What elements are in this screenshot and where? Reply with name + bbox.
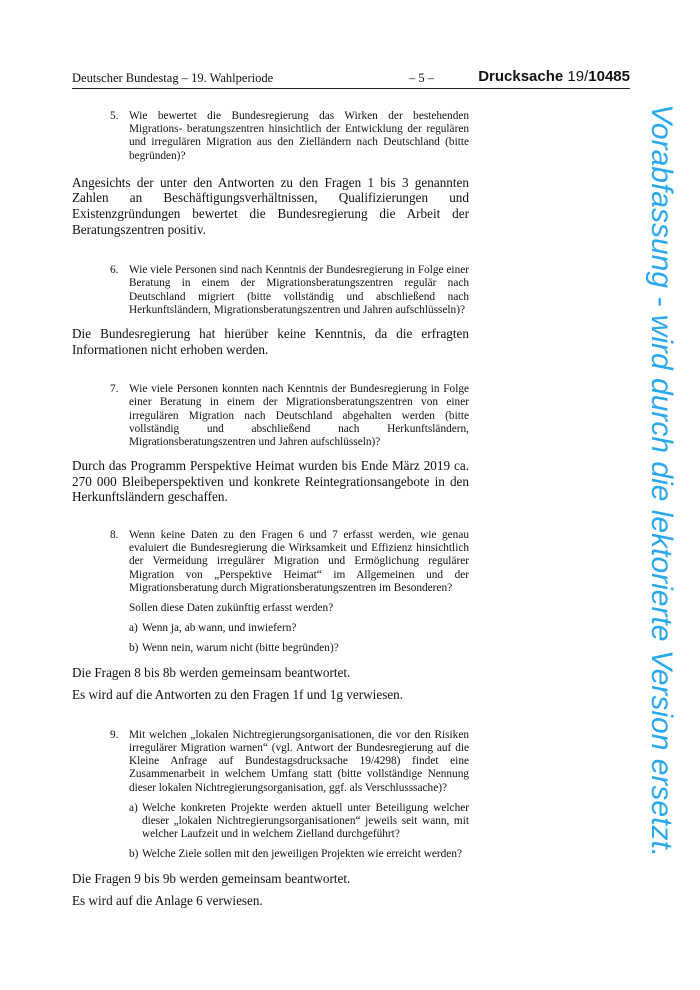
answer-7: Durch das Programm Perspektive Heimat wurden bis Ende März 2019 ca. 270 000 Bleibeperspektiven und konkrete Reintegrationsangebote in den Herkunftsländern geschaffen. [72, 458, 469, 505]
item-label: b) [129, 848, 139, 861]
item-text: Welche Ziele sollen mit den jeweiligen Projekten wie erreicht werden? [142, 848, 462, 861]
question-5 [72, 110, 469, 163]
question-text: Mit welchen „lokalen Nichtregierungsorganisationen, die vor den Risiken irregulärer Migration warnen“ (vgl. Antwort der Bundesregierung auf die Kleine Anfrage auf Bundestagsdrucksache 19/4298) findet eine Zusammenarbeit in welchem Umfang statt (bitte vollständige Nennung dieser lokalen Nichtregierungsorganisation, ggf. als Verschlusssache)? [129, 728, 469, 794]
question-text: Wie bewertet die Bundesregierung das Wirken der bestehenden Migrations- beratungszentren hinsichtlich der Entwicklung der regulären und irregulären Migration aus den Zielländern nach Deutschland (bitte begründen)? [129, 110, 469, 162]
document-number-period: 19/ [567, 68, 589, 85]
question-followup: Sollen diese Daten zukünftig erfasst werden? [129, 602, 334, 614]
answer-8-line1: Die Fragen 8 bis 8b werden gemeinsam beantwortet. [72, 664, 351, 680]
sub-question-a [129, 622, 469, 635]
question-text: Wie viele Personen konnten nach Kenntnis der Bundesregierung in Folge einer Beratung in einem der Migrationsberatungszentren von einer irregulären Migration nach Deutschland abgehalten werden (bitte vollständig und abschließend nach Herkunftsländern, Migrationsberatungszentren und Jahren aufschlüsseln)? [129, 383, 469, 448]
question-number: 5. [110, 110, 119, 122]
question-9 [72, 729, 469, 862]
question-text: Wie viele Personen sind nach Kenntnis der Bundesregierung in Folge einer Beratung in einem der Migrationsberatungszentren regulär nach Deutschland migriert (bitte vollständig und abschließend nach Herkunftsländern, Migrationsberatungszentren und Jahren aufschlüsseln)? [129, 264, 469, 316]
answer-5: Angesichts der unter den Antworten zu den Fragen 1 bis 3 genannten Zahlen an Beschäftigungsverhältnissen, Qualifizierungen und Existenzgründungen bewertet die Bundesregierung die Arbeit der Beratungszentren positiv. [72, 174, 469, 237]
answer-6: Die Bundesregierung hat hierüber keine Kenntnis, da die erfragten Informationen nicht erhoben werden. [72, 326, 469, 357]
item-text: Wenn nein, warum nicht (bitte begründen)? [142, 642, 339, 655]
sub-question-b [129, 848, 469, 861]
item-label: a) [129, 801, 138, 814]
document-number-id: 10485 [588, 68, 630, 85]
sub-question-a [129, 802, 469, 842]
watermark-text: Vorabfassung - wird durch die lektorierte Version ersetzt. [645, 104, 678, 858]
document-number-label: Drucksache [478, 68, 564, 85]
question-7 [72, 383, 469, 449]
question-number: 8. [110, 528, 119, 541]
item-label: a) [129, 622, 138, 635]
question-number: 6. [110, 264, 119, 277]
page-number: – 5 – [409, 71, 434, 85]
page-header [72, 68, 630, 89]
question-number: 9. [110, 728, 119, 741]
sub-question-b [129, 642, 469, 655]
answer-9-line1: Die Fragen 9 bis 9b werden gemeinsam beantwortet. [72, 870, 351, 886]
question-6 [72, 264, 469, 317]
question-number: 7. [110, 383, 119, 396]
page-body [72, 110, 469, 909]
document-number [478, 68, 630, 85]
question-text: Wenn keine Daten zu den Fragen 6 und 7 erfasst werden, wie genau evaluiert die Bundesregierung die Wirksamkeit und Effizienz hinsichtlich der Vermeidung irregulärer Migration und Ermöglichung regulärer Migration von „Perspektive Heimat“ im Allgemeinen und der Migrationsberatung durch Migrationsberatungszentren im Besonderen? [129, 528, 469, 594]
item-label: b) [129, 642, 139, 655]
header-parliament: Deutscher Bundestag – 19. Wahlperiode [72, 71, 274, 85]
answer-9-line2: Es wird auf die Anlage 6 verwiesen. [72, 893, 263, 909]
item-text: Welche konkreten Projekte werden aktuell unter Beteiligung welcher dieser „lokalen Nichtregierungsorganisationen“ jeweils seit wann, mit welcher Laufzeit und in welchem Zielland durchgeführt? [142, 801, 469, 841]
question-8 [72, 529, 469, 656]
answer-8-line2: Es wird auf die Antworten zu den Fragen 1f und 1g verwiesen. [72, 687, 404, 703]
item-text: Wenn ja, ab wann, und inwiefern? [142, 622, 297, 635]
draft-watermark [642, 104, 680, 912]
